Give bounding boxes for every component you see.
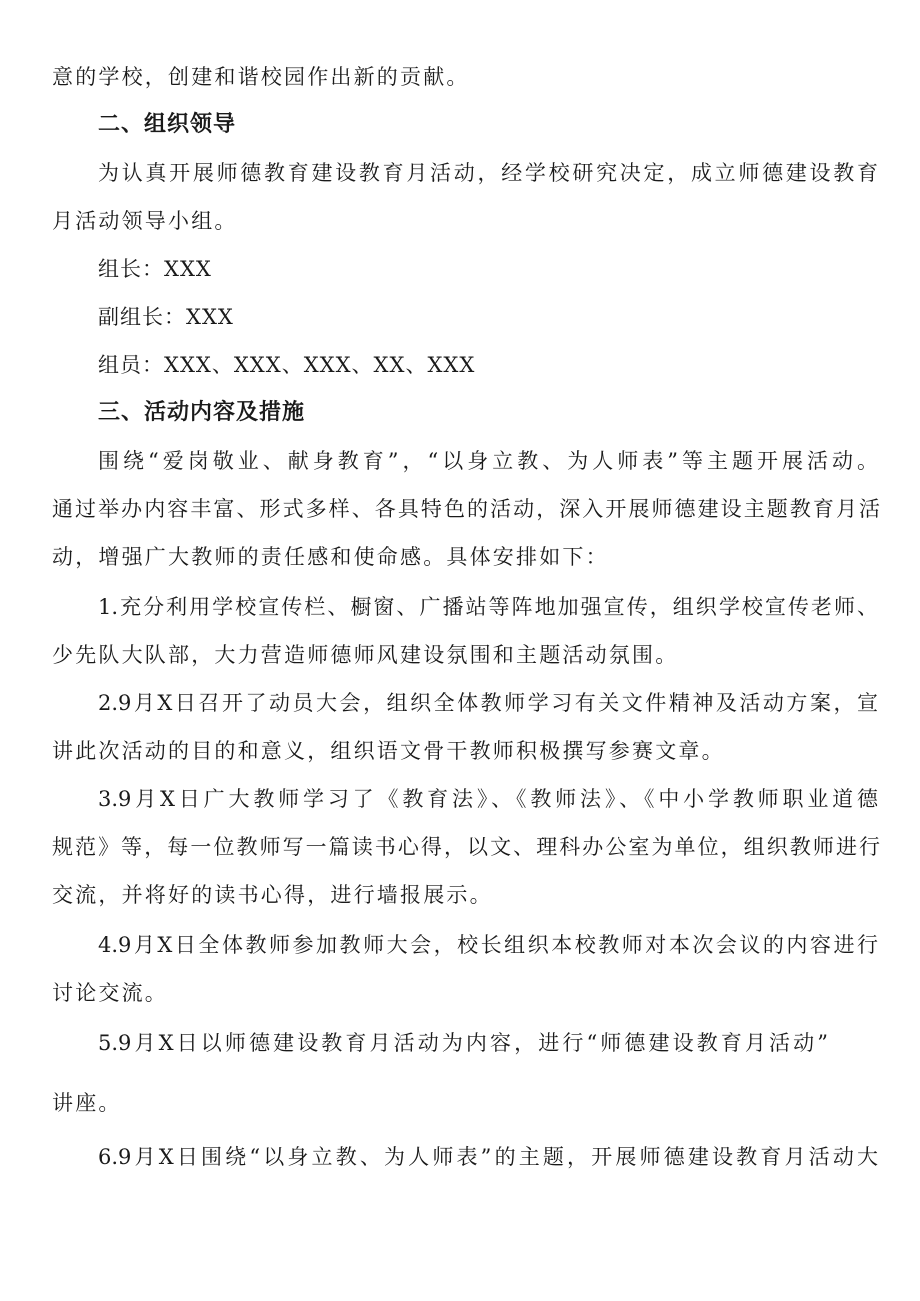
list-item-5-line: 讲座。 [52, 1091, 122, 1115]
paragraph-line: 围绕“爱岗敬业、献身教育”，“以身立教、为人师表”等主题开展活动。 [98, 449, 878, 473]
list-item-3-line: 交流，并将好的读书心得，进行墙报展示。 [52, 883, 493, 907]
paragraph-line: 为认真开展师德教育建设教育月活动，经学校研究决定，成立师德建设教育 [98, 161, 878, 185]
list-item-3-line: 规范》等，每一位教师写一篇读书心得，以文、理科办公室为单位，组织教师进行 [52, 835, 880, 859]
list-item-6-line: 6.9月X日围绕“以身立教、为人师表”的主题，开展师德建设教育月活动大 [98, 1145, 878, 1169]
leader-line: 组长：XXX [98, 257, 212, 281]
list-item-2-line: 2.9月X日召开了动员大会，组织全体教师学习有关文件精神及活动方案，宣 [98, 691, 878, 715]
list-item-1-line: 少先队大队部，大力营造师德师风建设氛围和主题活动氛围。 [52, 643, 679, 667]
list-item-4-line: 4.9月X日全体教师参加教师大会，校长组织本校教师对本次会议的内容进行 [98, 933, 878, 957]
members-line: 组员：XXX、XXX、XXX、XX、XXX [98, 353, 476, 377]
list-item-2-line: 讲此次活动的目的和意义，组织语文骨干教师积极撰写参赛文章。 [52, 739, 725, 763]
paragraph-line: 动，增强广大教师的责任感和使命感。具体安排如下： [52, 545, 609, 569]
section-heading-activities: 三、活动内容及措施 [98, 400, 306, 425]
list-item-5-line: 5.9月X日以师德建设教育月活动为内容，进行“师德建设教育月活动” [98, 1031, 828, 1055]
list-item-1-line: 1.充分利用学校宣传栏、橱窗、广播站等阵地加强宣传，组织学校宣传老师、 [98, 595, 878, 619]
paragraph-line: 通过举办内容丰富、形式多样、各具特色的活动，深入开展师德建设主题教育月活 [52, 497, 880, 521]
paragraph-line: 意的学校，创建和谐校园作出新的贡献。 [52, 65, 470, 89]
list-item-4-line: 讨论交流。 [52, 981, 168, 1005]
list-item-3-line: 3.9月X日广大教师学习了《教育法》、《教师法》、《中小学教师职业道德 [98, 787, 878, 811]
vice-leader-line: 副组长：XXX [98, 305, 234, 329]
section-heading-organization: 二、组织领导 [98, 112, 237, 137]
paragraph-line: 月活动领导小组。 [52, 209, 238, 233]
